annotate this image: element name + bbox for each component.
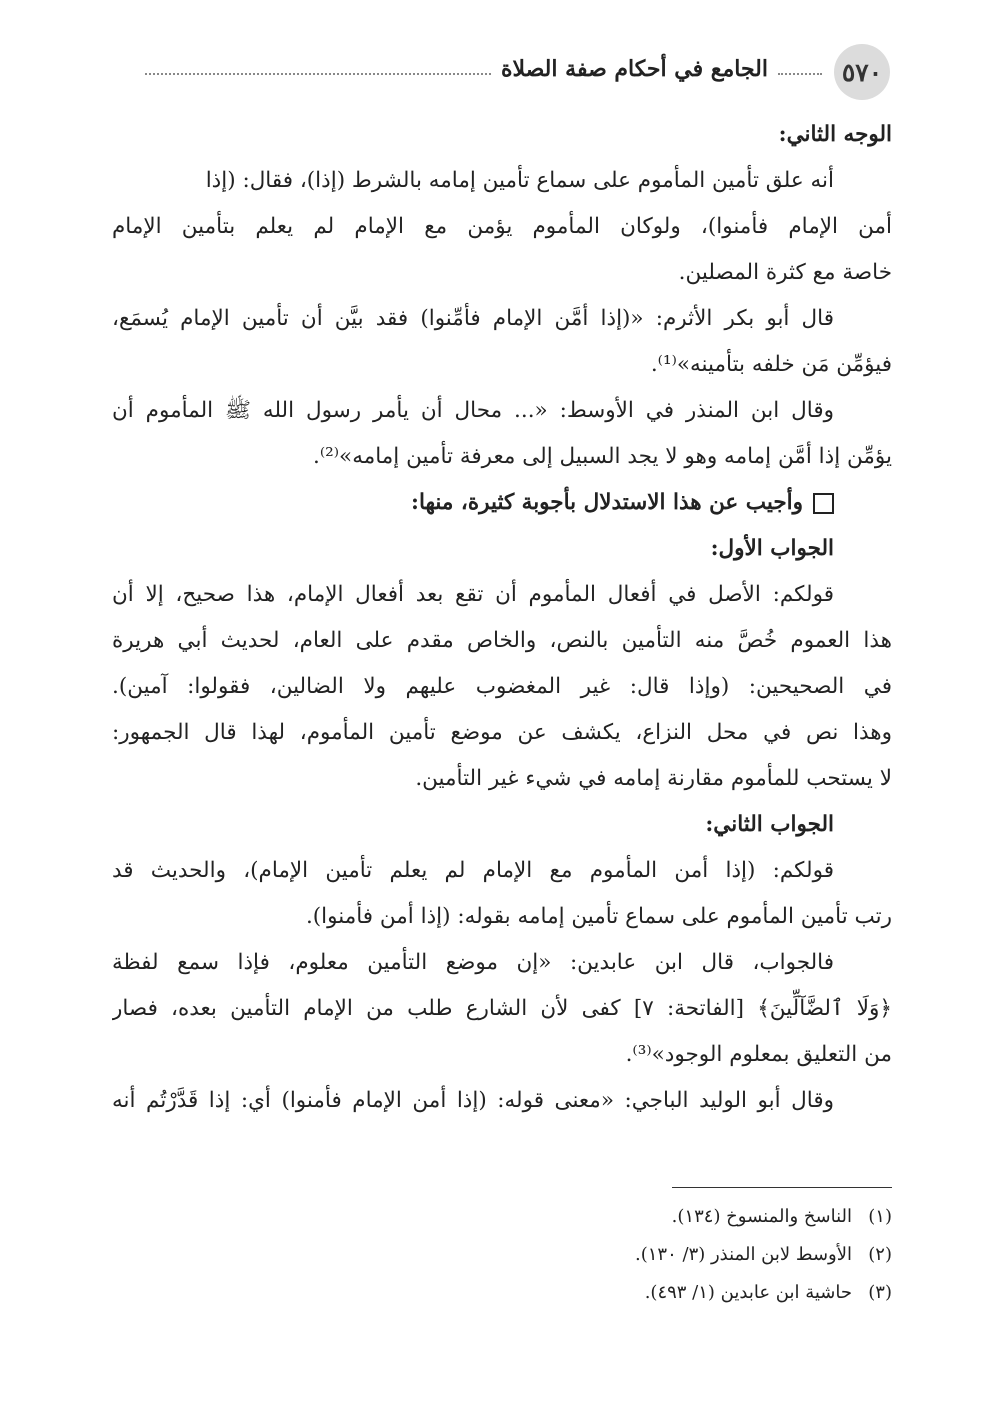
line-text: فيؤمِّن مَن خلفه بتأمينه»⁽¹⁾. (650, 352, 892, 377)
line-text: وأجيب عن هذا الاستدلال بأجوبة كثيرة، منها: (411, 490, 803, 515)
line-text: لا يستحب للمأموم مقارنة إمامه في شيء غير التأمين. (415, 766, 892, 791)
text-line (112, 204, 892, 250)
line-text: قال أبو بكر الأثرم: «(إذا أمَّن الإمام فأمِّنوا) فقد بيَّن أن تأمين الإمام يُسمَع، (112, 306, 834, 331)
text-line (112, 940, 892, 986)
text-line (112, 1032, 892, 1078)
text-line (112, 572, 892, 618)
text-line (112, 618, 892, 664)
text-line (112, 480, 892, 526)
header-dots-right (778, 73, 822, 75)
text-line (112, 526, 892, 572)
text-line (112, 342, 892, 388)
line-text: وقال أبو الوليد الباجي: «معنى قوله: (إذا أمن الإمام فأمنوا) أي: إذا قَدَّرْتُم أنه (112, 1088, 834, 1113)
text-line (112, 1078, 892, 1124)
page-number: ٥٧٠ (834, 44, 890, 100)
footnote-text: الأوسط لابن المنذر (٣/ ١٣٠). (635, 1244, 852, 1265)
header-dots-left (145, 73, 491, 75)
line-text: خاصة مع كثرة المصلين. (678, 260, 892, 285)
text-line (112, 158, 892, 204)
square-bullet-icon (813, 493, 834, 514)
footnote-separator (672, 1187, 892, 1188)
text-line (112, 756, 892, 802)
text-line (112, 848, 892, 894)
footnote-number: (٢) (868, 1244, 892, 1265)
line-text: أمن الإمام فأمنوا)، ولوكان المأموم يؤمن مع الإمام لم يعلم بتأمين الإمام (112, 214, 892, 239)
line-text: قولكم: (إذا أمن المأموم مع الإمام لم يعلم تأمين الإمام)، والحديث قد (112, 858, 834, 883)
line-text: هذا العموم خُصَّ منه التأمين بالنص، والخاص مقدم على العام، لحديث أبي هريرة (112, 628, 892, 653)
page-header (145, 44, 890, 104)
footnote (112, 1236, 892, 1274)
text-line (112, 388, 892, 434)
footnote-text: حاشية ابن عابدين (١/ ٤٩٣). (644, 1282, 852, 1303)
text-line (112, 434, 892, 480)
line-text: من التعليق بمعلوم الوجود»⁽³⁾. (625, 1042, 892, 1067)
line-text: الوجه الثاني: (778, 122, 892, 147)
line-text: وقال ابن المنذر في الأوسط: «... محال أن يأمر رسول الله ﷺ المأموم أن (112, 398, 834, 423)
footnote (112, 1274, 892, 1312)
text-line (112, 296, 892, 342)
text-line (112, 986, 892, 1032)
book-title: الجامع في أحكام صفة الصلاة (500, 56, 768, 82)
text-line (112, 802, 892, 848)
footnote (112, 1198, 892, 1236)
line-text: وهذا نص في محل النزاع، يكشف عن موضع تأمين المأموم، لهذا قال الجمهور: (112, 720, 892, 745)
line-text: قولكم: الأصل في أفعال المأموم أن تقع بعد أفعال الإمام، هذا صحيح، إلا أن (112, 582, 834, 607)
text-line (112, 664, 892, 710)
text-line (112, 710, 892, 756)
line-text: أنه علق تأمين المأموم على سماع تأمين إمامه بالشرط (إذا)، فقال: (إذا (205, 168, 834, 193)
line-text: يؤمِّن إذا أمَّن إمامه وهو لا يجد السبيل إلى معرفة تأمين إمامه»⁽²⁾. (313, 444, 892, 469)
body-text (112, 112, 892, 1124)
footnote-number: (٣) (868, 1282, 892, 1303)
text-line (112, 112, 892, 158)
line-text: الجواب الأول: (710, 536, 834, 561)
running-title (145, 56, 822, 82)
text-line (112, 894, 892, 940)
text-line (112, 250, 892, 296)
footnote-text: الناسخ والمنسوخ (١٣٤). (671, 1206, 852, 1227)
footnote-number: (١) (868, 1206, 892, 1227)
line-text: فالجواب، قال ابن عابدين: «إن موضع التأمين معلوم، فإذا سمع لفظة (112, 950, 834, 975)
line-text: الجواب الثاني: (705, 812, 834, 837)
line-text: ﴿وَلَا ٱلضَّآلِّينَ﴾ [الفاتحة: ٧] كفى لأن الشارع طلب من الإمام التأمين بعده، فصار (112, 996, 892, 1021)
line-text: في الصحيحين: (وإذا قال: غير المغضوب عليهم ولا الضالين، فقولوا: آمين). (112, 674, 892, 699)
footnotes (112, 1198, 892, 1312)
line-text: رتب تأمين المأموم على سماع تأمين إمامه بقوله: (إذا أمن فأمنوا). (305, 904, 892, 929)
